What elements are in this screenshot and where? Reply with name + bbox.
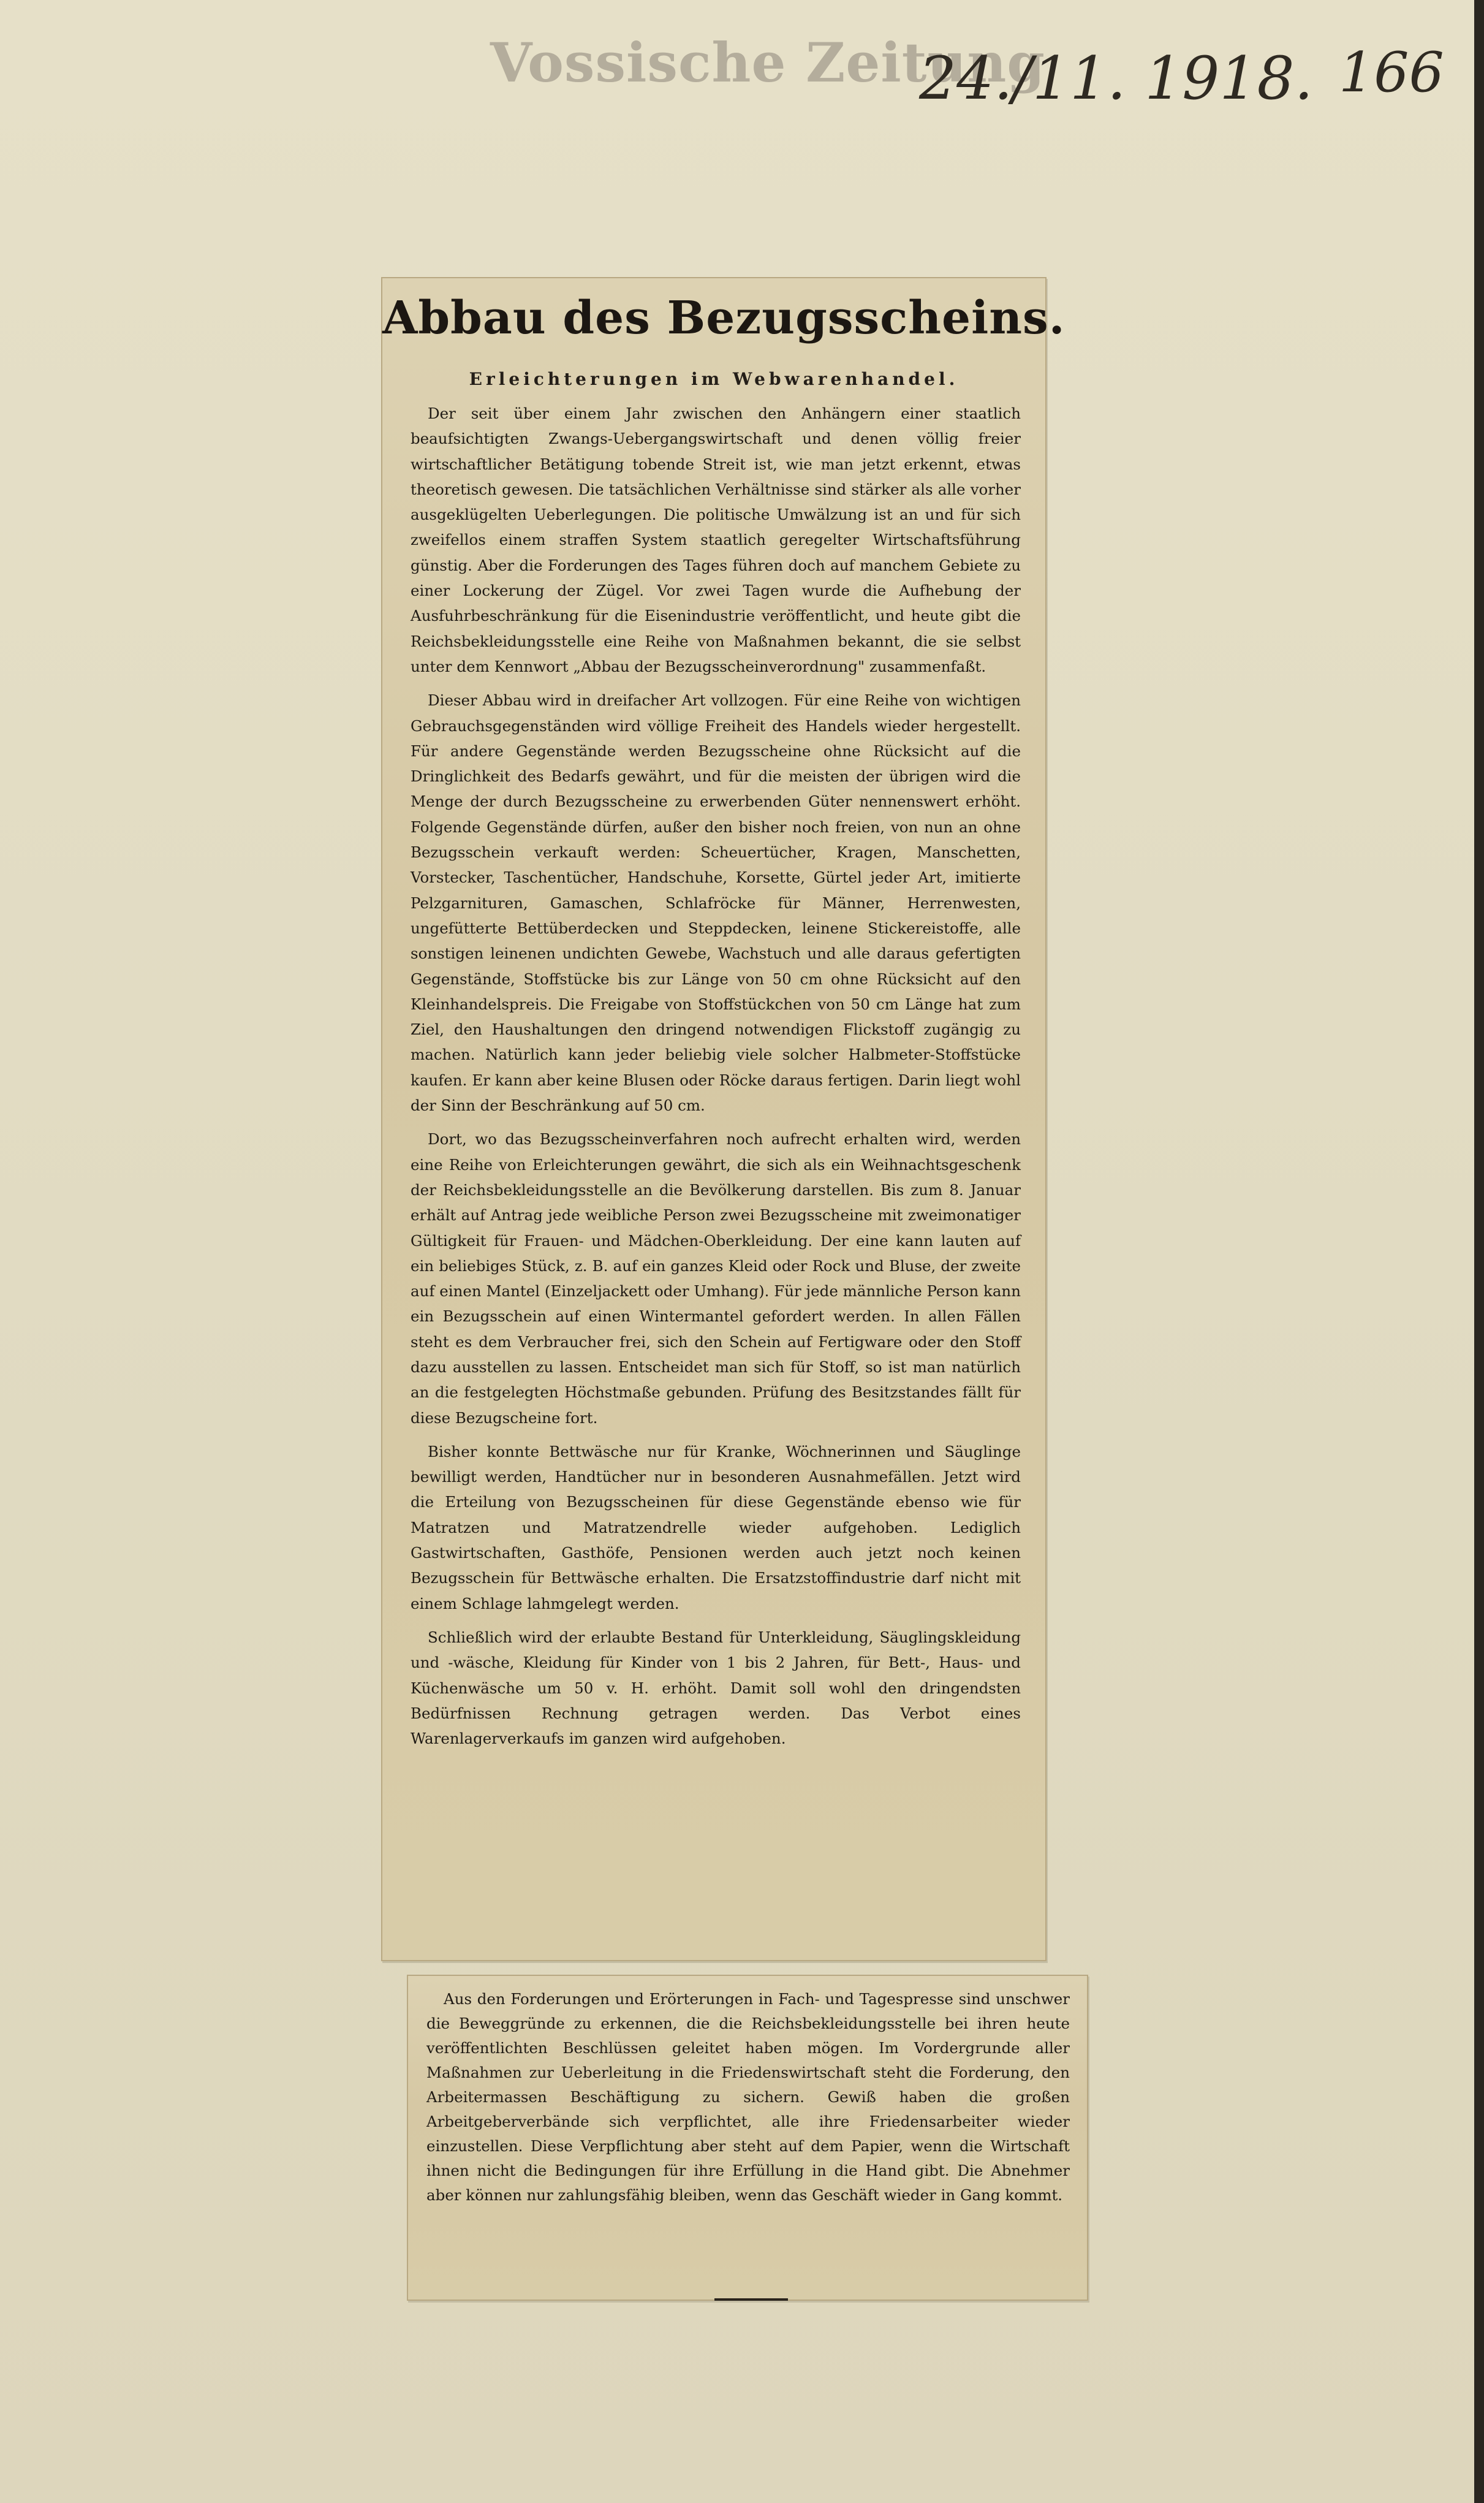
article-headline: Abbau des Bezugsscheins. (382, 292, 1066, 344)
article-paragraph-3: Dort, wo das Bezugsscheinverfahren noch aufrecht erhalten wird, werden eine Reihe von Erleichterungen gewährt, die sich als ein Weihnachtsgeschenk der Reichsbekleidungsstelle an die Bevölkerung darstellen. Bis zum 8. Januar erhält auf Antrag jede weibliche Person zwei Bezugsscheine mit zweimonatiger Gültigkeit für Frauen- und Mädchen-Oberkleidung. Der eine kann lauten auf ein beliebiges Stück, z. B. auf ein ganzes Kleid oder Rock und Bluse, der zweite auf einen Mantel (Einzeljackett oder Umhang). Für jede männliche Person kann ein Bezugsschein auf einen Wintermantel gefordert werden. In allen Fällen steht es dem Verbraucher frei, sich den Schein auf Fertigware oder den Stoff dazu ausstellen zu lassen. Entscheidet man sich für Stoff, so ist man natürlich an die festgelegten Höchstmaße gebunden. Prüfung des Besitzstandes fällt für diese Bezugscheine fort. (411, 1130, 1021, 1427)
article-paragraph-2: Dieser Abbau wird in dreifacher Art vollzogen. Für eine Reihe von wichtigen Gebrauchsgegenständen wird völlige Freiheit des Handels wieder hergestellt. Für andere Gegenstände werden Bezugsscheine ohne Rücksicht auf die Dringlichkeit des Bedarfs gewährt, und für die meisten der übrigen wird die Menge der durch Bezugsscheine zu erwerbenden Güter nennenswert erhöht. Folgende Gegenstände dürfen, außer den bisher noch freien, von nun an ohne Bezugsschein verkauft werden: Scheuertücher, Kragen, Manschetten, Vorstecker, Taschentücher, Handschuhe, Korsette, Gürtel jeder Art, imitierte Pelzgarnituren, Gamaschen, Schlafröcke für Männer, Herrenwesten, ungefütterte Bettüberdecken und Steppdecken, leinene Stickereistoffe, alle sonstigen leinenen undichten Gewebe, Wachstuch und alle daraus gefertigten Gegenstände, Stoffstücke bis zur Länge von 50 cm ohne Rücksicht auf den Kleinhandelspreis. Die Freigabe von Stoffstückchen von 50 cm Länge hat zum Ziel, den Haushaltungen den dringend notwendigen Flickstoff zugängig zu machen. Natürlich kann jeder beliebig viele solcher Halbmeter-Stoffstücke kaufen. Er kann aber keine Blusen oder Röcke daraus fertigen. Darin liegt wohl der Sinn der Beschränkung auf 50 cm. (411, 691, 1021, 1115)
article-paragraph-4: Bisher konnte Bettwäsche nur für Kranke, Wöchnerinnen und Säuglinge bewilligt werden, Handtücher nur in besonderen Ausnahmefällen. Jetzt wird die Erteilung von Bezugsscheinen für diese Gegenstände ebenso wie für Matratzen und Matratzendrelle wieder aufgehoben. Lediglich Gastwirtschaften, Gasthöfe, Pensionen werden auch jetzt noch keinen Bezugsschein für Bettwäsche erhalten. Die Ersatzstoffindustrie darf nicht mit einem Schlage lahmgelegt werden. (411, 1442, 1021, 1612)
page-edge-shadow (1474, 0, 1484, 2503)
end-rule (714, 2298, 788, 2301)
newspaper-clipping-main (381, 277, 1066, 1961)
continuation-body (426, 1987, 1070, 2208)
article-body (411, 401, 1021, 1760)
newspaper-clipping-continuation (407, 1975, 1088, 2301)
handwritten-page-number: 166 (1339, 40, 1444, 105)
article-paragraph-1: Der seit über einem Jahr zwischen den Anhängern einer staatlich beaufsichtigten Zwangs-Uebergangswirtschaft und denen völlig freier wirtschaftlicher Betätigung tobende Streit ist, wie man jetzt erkennt, etwas theoretisch gewesen. Die tatsächlichen Verhältnisse sind stärker als alle vorher ausgeklügelten Ueberlegungen. Die politische Umwälzung ist an und für sich zweifellos einem straffen System staatlich geregelter Wirtschaftsführung günstig. Aber die Forderungen des Tages führen doch auf manchem Gebiete zu einer Lockerung der Zügel. Vor zwei Tagen wurde die Aufhebung der Ausfuhrbeschränkung für die Eisenindustrie veröffentlicht, und heute gibt die Reichsbekleidungsstelle eine Reihe von Maßnahmen bekannt, die sie selbst unter dem Kennwort „Abbau der Bezugsscheinverordnung" zusammenfaßt. (411, 405, 1021, 675)
article-subheadline: Erleichterungen im Webwarenhandel. (469, 369, 959, 389)
continuation-paragraph: Aus den Forderungen und Erörterungen in Fach- und Tagespresse sind unschwer die Beweggründe zu erkennen, die die Reichsbekleidungsstelle bei ihren heute veröffentlichten Beschlüssen geleitet haben mögen. Im Vordergrunde aller Maßnahmen zur Ueberleitung in die Friedenswirtschaft steht die Forderung, den Arbeitermassen Beschäftigung zu sichern. Gewiß haben die großen Arbeitgeberverbände sich verpflichtet, alle ihre Friedensarbeiter wieder einzustellen. Diese Verpflichtung aber steht auf dem Papier, wenn die Wirtschaft ihnen nicht die Bedingungen für ihre Erfüllung in die Hand gibt. Die Abnehmer aber können nur zahlungsfähig bleiben, wenn das Geschäft wieder in Gang kommt. (426, 1990, 1070, 2204)
article-paragraph-5: Schließlich wird der erlaubte Bestand für Unterkleidung, Säuglingskleidung und -wäsche, Kleidung für Kinder von 1 bis 2 Jahren, für Bett-, Haus- und Küchenwäsche um 50 v. H. erhöht. Damit soll wohl den dringendsten Bedürfnissen Rechnung getragen werden. Das Verbot eines Warenlagerverkaufs im ganzen wird aufgehoben. (411, 1628, 1021, 1748)
newspaper-stamp: Vossische Zeitung (490, 31, 1045, 94)
handwritten-date: 24./11. 1918. (919, 44, 1314, 113)
